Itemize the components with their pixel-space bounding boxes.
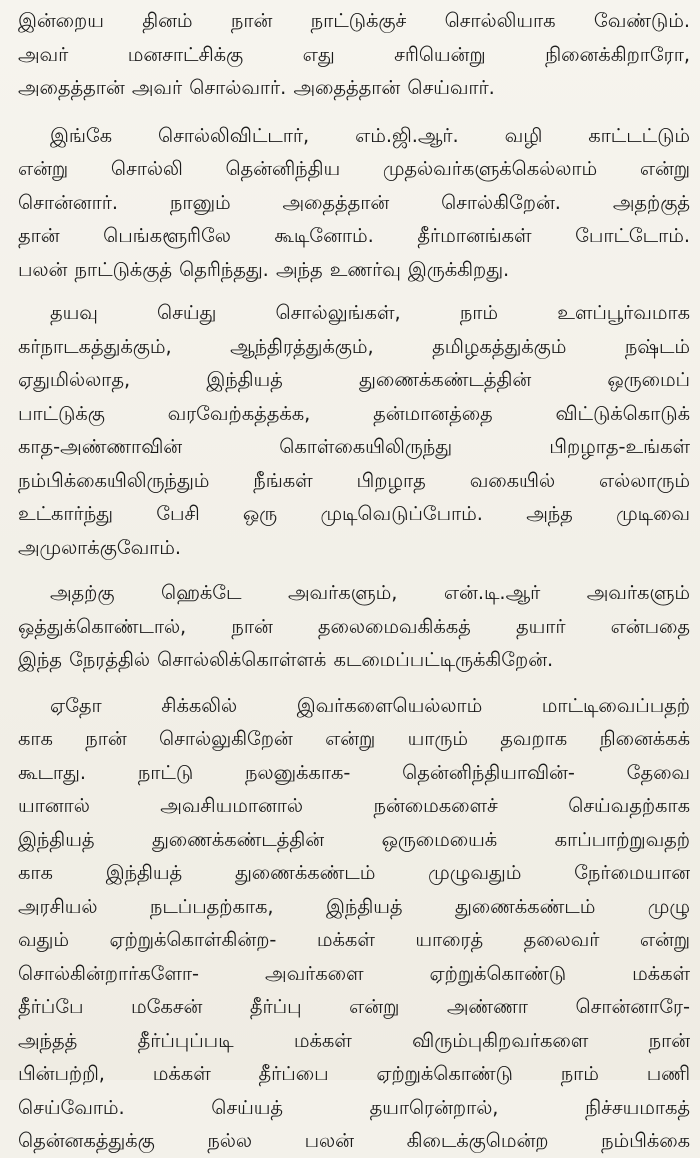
paragraph-2 [18, 119, 690, 287]
text-line: இந்தியத் துணைக்கண்டத்தின் ஒருமையைக் காப்பாற்றுவதற் [18, 827, 690, 851]
text-line: அரசியல் நடப்பதற்காக, இந்தியத் துணைக்கண்டம் முழு [18, 894, 690, 918]
paragraph-1 [18, 4, 690, 105]
text-line: வதும் ஏற்றுக்கொள்கின்ற- மக்கள் யாரைத் தலைவர் என்று [18, 928, 690, 951]
text-line: அதைத்தான் அவர் சொல்வார். அதைத்தான் செய்வார். [18, 76, 495, 99]
text-line: ஏதுமில்லாத, இந்தியத் துணைக்கண்டத்தின் ஒருமைப் [18, 368, 690, 391]
text-line: சொன்னார். நானும் அதைத்தான் சொல்கிறேன். அதற்குத் [18, 190, 690, 214]
text-line: பாட்டுக்கு வரவேற்கத்தக்க, தன்மானத்தை விட்டுக்கொடுக் [18, 401, 690, 425]
text-line: ஒத்துக்கொண்டால், நான் தலைமைவகிக்கத் தயார் என்பதை [18, 614, 690, 638]
text-line: சொல்கின்றார்களோ- அவர்களை ஏற்றுக்கொண்டு மக்கள் [18, 961, 690, 985]
text-line: இந்த நேரத்தில் சொல்லிக்கொள்ளக் கடமைப்பட்டிருக்கிறேன். [18, 648, 554, 671]
text-line: காக இந்தியத் துணைக்கண்டம் முழுவதும் நேர்மையான [18, 861, 690, 884]
text-line: காத-அண்ணாவின் கொள்கையிலிருந்து பிறழாத-உங்கள் [18, 435, 690, 458]
paragraph-3 [18, 296, 690, 564]
text-line: பின்பற்றி, மக்கள் தீர்ப்பை ஏற்றுக்கொண்டு நாம் பணி [18, 1062, 690, 1085]
paragraph-5 [18, 689, 690, 1158]
text-line: பலன் நாட்டுக்குத் தெரிந்தது. அந்த உணர்வு இருக்கிறது. [18, 257, 510, 281]
text-line: தென்னகத்துக்கு நல்ல பலன் கிடைக்குமென்ற நம்பிக்கை [18, 1129, 690, 1152]
text-line: நம்பிக்கையிலிருந்தும் நீங்கள் பிறழாத வகையில் எல்லாரும் [18, 468, 690, 492]
text-line: அமுலாக்குவோம். [18, 535, 182, 559]
text-line: இங்கே சொல்லிவிட்டார், எம்.ஜி.ஆர். வழி காட்டட்டும் [50, 123, 690, 147]
text-line: தீர்ப்பே மகேசன் தீர்ப்பு என்று அண்ணா சொன்னாரே- [18, 995, 690, 1018]
text-line: தான் பெங்களூரிலே கூடினோம். தீர்மானங்கள் போட்டோம். [18, 224, 690, 247]
text-line: என்று சொல்லி தென்னிந்திய முதல்வர்களுக்கெல்லாம் என்று [18, 157, 690, 180]
text-line: அவர் மனசாட்சிக்கு எது சரியென்று நினைக்கிறாரோ, [18, 42, 690, 66]
text-line: தயவு செய்து சொல்லுங்கள், நாம் உளப்பூர்வமாக [50, 301, 690, 324]
text-line: கர்நாடகத்துக்கும், ஆந்திரத்துக்கும், தமிழகத்துக்கும் நஷ்டம் [18, 334, 690, 358]
text-line: செய்வோம். செய்யத் தயாரென்றால், நிச்சயமாகத் [18, 1095, 690, 1119]
text-line: யானால் அவசியமானால் நன்மைகளைச் செய்வதற்காக [18, 794, 690, 817]
text-line: அதற்கு ஹெக்டே அவர்களும், என்.டி.ஆர் அவர்களும் [50, 581, 690, 604]
text-line: காக நான் சொல்லுகிறேன் என்று யாரும் தவறாக நினைக்கக் [18, 727, 690, 750]
paragraph-4 [18, 576, 690, 677]
text-line: ஏதோ சிக்கலில் இவர்களையெல்லாம் மாட்டிவைப்பதற் [50, 693, 690, 717]
text-line: கூடாது. நாட்டு நலனுக்காக- தென்னிந்தியாவின்- தேவை [18, 760, 690, 784]
text-line: உட்கார்ந்து பேசி ஒரு முடிவெடுப்போம். அந்த முடிவை [18, 502, 690, 525]
text-line: இன்றைய தினம் நான் நாட்டுக்குச் சொல்லியாக வேண்டும். [18, 9, 690, 32]
text-line: அந்தத் தீர்ப்புப்படி மக்கள் விரும்புகிறவர்களை நான் [18, 1028, 690, 1052]
